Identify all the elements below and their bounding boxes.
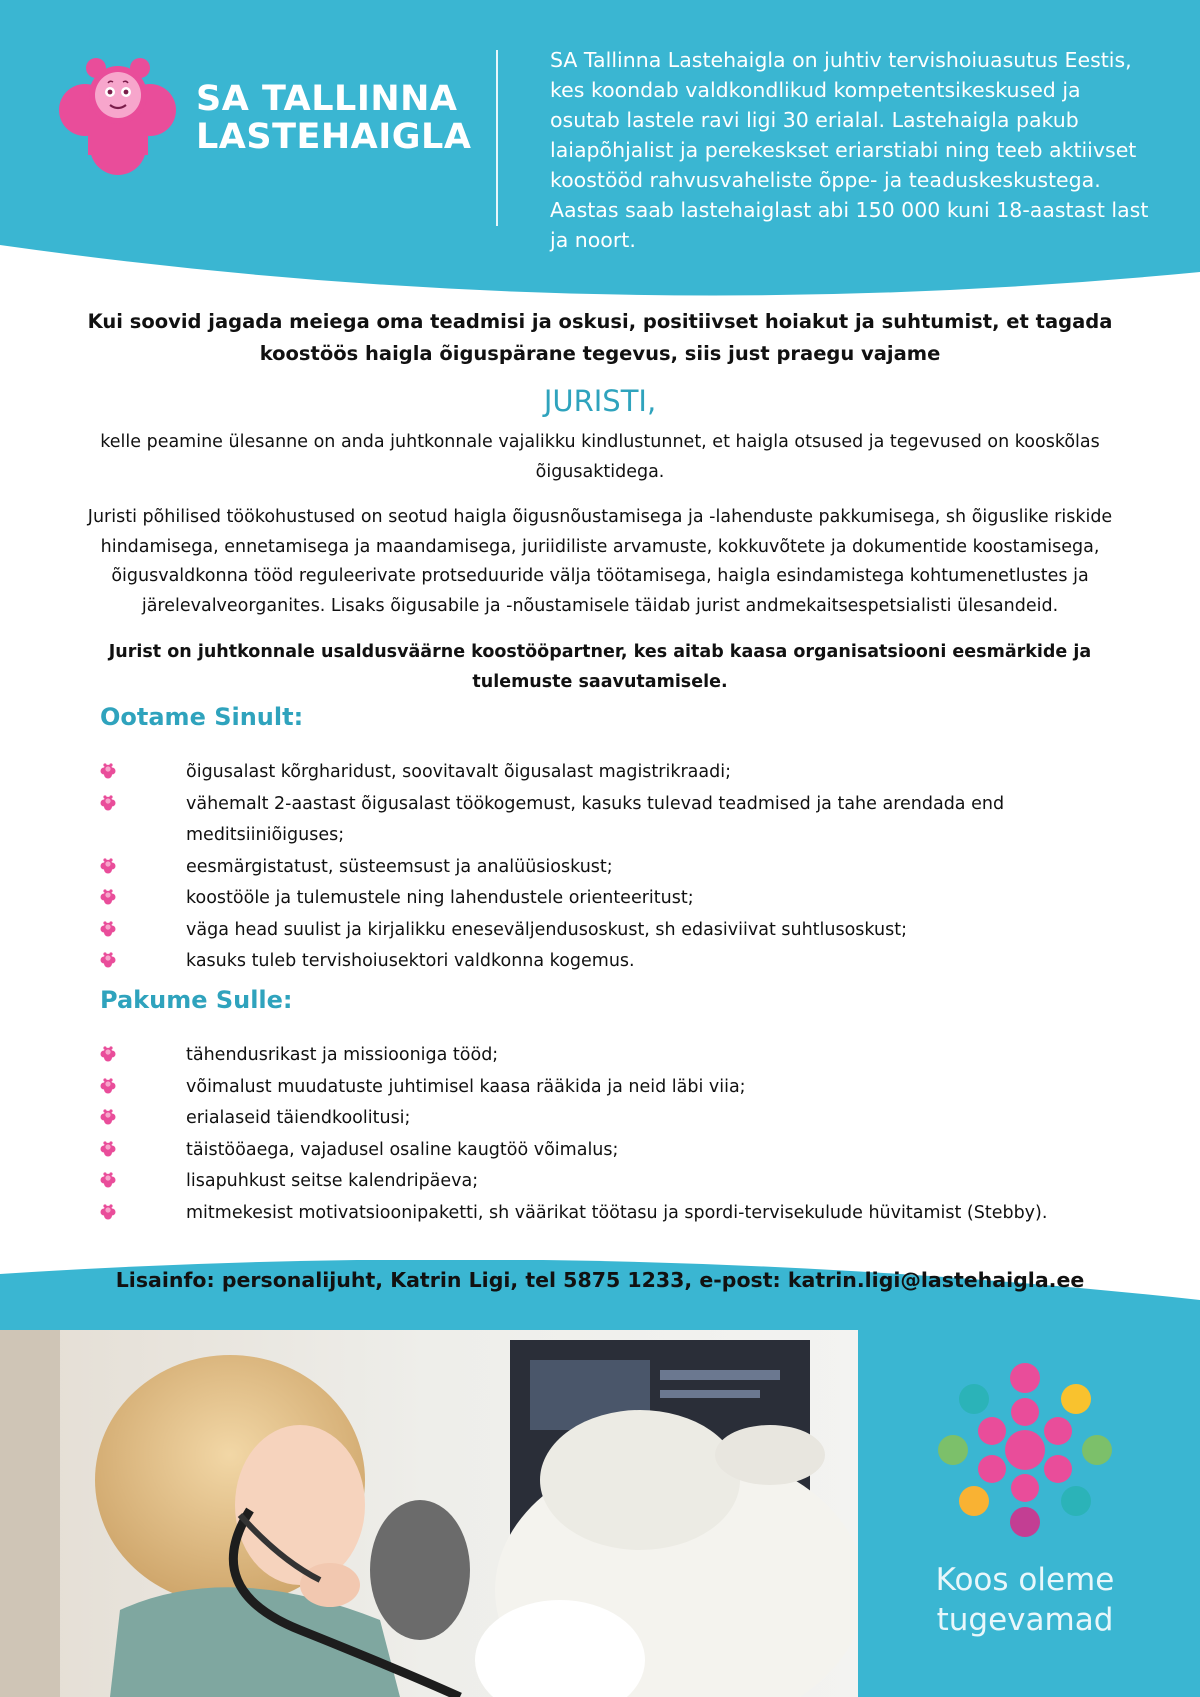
pink-bear-cross-icon [58,55,188,185]
offer-item-text: täistööaega, vajadusel osaline kaugtöö võimalus; [186,1139,619,1160]
pink-bear-icon [100,763,116,779]
list-item [100,915,1080,947]
intro-text: SA Tallinna Lastehaigla on juhtiv tervishoiuasutus Eestis, kes koondab valdkondlikud kompetentsikeskused ja osutab lastele ravi ligi 30 erialal. Lastehaigla pakub laiapõhjalist ja perekeskset eriarstiabi ning teeb aktiivset koostööd rahvusvaheliste õppe- ja teaduskeskustega. Aastas saab lastehaiglast abi 150 000 kuni 18-aastast last ja noort. [550,48,1149,252]
offer-item-text: tähendusrikast ja missiooniga tööd; [186,1045,499,1065]
list-item [100,757,1080,789]
list-item [100,1072,1080,1104]
pink-bear-icon [100,858,116,874]
offer-item-text: lisapuhkust seitse kalendripäeva; [186,1171,479,1191]
list-item [100,1040,1080,1072]
header-divider [496,50,498,226]
offer-item-text: võimalust muudatuste juhtimisel kaasa rääkida ja neid läbi viia; [186,1076,746,1097]
slogan-line-1: Koos oleme [935,1562,1115,1598]
offer-list [100,1040,1080,1229]
offer-item-text: erialaseid täiendkoolitusi; [186,1108,411,1128]
role-title: JURISTI, [543,384,657,418]
list-item [100,946,1080,978]
list-item [100,1135,1080,1167]
list-item [100,852,1080,884]
pink-bear-icon [100,1078,116,1094]
offer-item-text: mitmekesist motivatsioonipaketti, sh väärikat töötasu ja spordi-tervisekulude hüvitamist (Stebby). [186,1202,1048,1223]
list-item [100,1103,1080,1135]
duties-text: Juristi põhilised töökohustused on seotud haigla õigusnõustamisega ja -lahenduste pakkumisega, sh õiguslike riskide hindamisega, ennetamisega ja maandamisega, juriidiliste arvamuste, kokkuvõtete ja dokumentide koostamisega, õigusvaldkonna tööd reguleerivate protseduuride välja töötamisega, haigla esindamistega kohtumenetlustes ja järelevalveorganites. Lisaks õigusabile ja -nõustamisele täidab jurist andmekaitsespetsialisti ülesandeid. [87,507,1113,616]
contact-info: Lisainfo: personalijuht, Katrin Ligi, tel 5875 1233, e-post: katrin.ligi@lastehaigla.ee [115,1268,1085,1292]
pink-bear-icon [100,1046,116,1062]
expect-item-text: vähemalt 2-aastast õigusalast töökogemust, kasuks tulevad teadmised ja tahe arendada end meditsiiniõiguses; [186,793,1005,845]
pink-bear-icon [100,889,116,905]
expect-title: Ootame Sinult: [100,703,304,731]
role-description: kelle peamine ülesanne on anda juhtkonnale vajalikku kindlustunnet, et haigla otsused ja tegevused on kooskõlas õigusaktidega. [100,432,1100,482]
offer-title: Pakume Sulle: [100,986,293,1014]
list-item [100,1166,1080,1198]
partner-text: Jurist on juhtkonnale usaldusväärne koostööpartner, kes aitab kaasa organisatsiooni eesmärkide ja tulemuste saavutamisele. [108,642,1092,692]
pink-bear-icon [100,1172,116,1188]
pink-bear-icon [100,952,116,968]
colorful-bear-circle-emblem [935,1360,1115,1540]
child-with-stethoscope-photo [0,1330,858,1697]
pink-bear-icon [100,921,116,937]
expect-list [100,757,1080,978]
pink-bear-icon [100,1204,116,1220]
slogan [880,1560,1170,1640]
expect-item-text: eesmärgistatust, süsteemsust ja analüüsioskust; [186,856,613,877]
logo-wordmark [196,80,471,156]
list-item [100,789,1080,852]
expect-item-text: väga head suulist ja kirjalikku eneseväljendusoskust, sh edasiviivat suhtlusoskust; [186,919,907,940]
slogan-line-2: tugevamad [936,1602,1114,1638]
pink-bear-icon [100,1109,116,1125]
expect-item-text: õigusalast kõrgharidust, soovitavalt õigusalast magistrikraadi; [186,762,731,782]
pink-bear-icon [100,1141,116,1157]
expect-item-text: koostööle ja tulemustele ning lahendustele orienteeritust; [186,888,694,908]
logo-line-1: SA TALLINNA [196,79,458,119]
pink-bear-icon [100,795,116,811]
list-item [100,1198,1080,1230]
expect-item-text: kasuks tuleb tervishoiusektori valdkonna kogemus. [186,951,635,971]
list-item [100,883,1080,915]
lead-text: Kui soovid jagada meiega oma teadmisi ja oskusi, positiivset hoiakut ja suhtumist, et tagada koostöös haigla õiguspärane tegevus, siis just praegu vajame [87,310,1113,365]
logo-line-2: LASTEHAIGLA [196,117,472,157]
